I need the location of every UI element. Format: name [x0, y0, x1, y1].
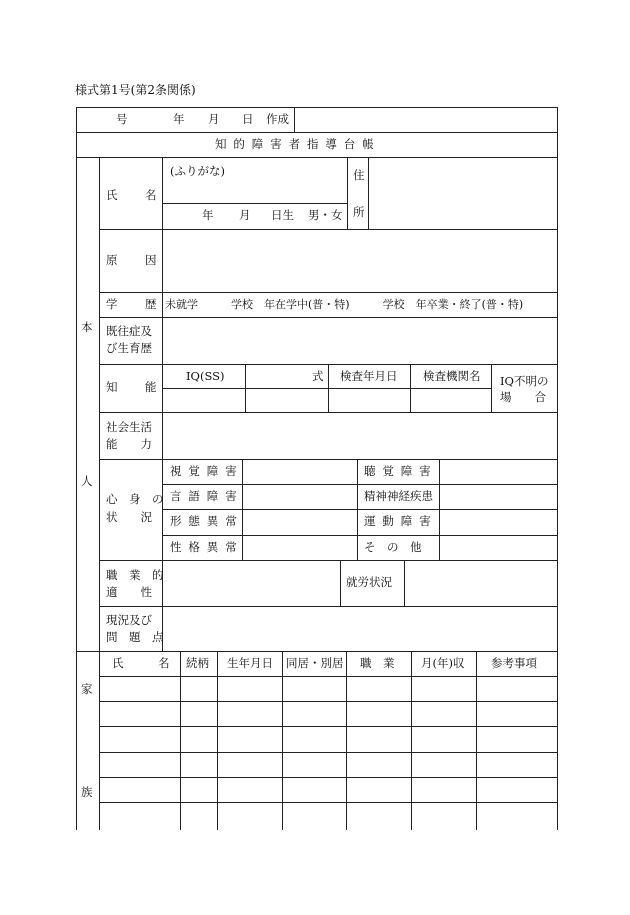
- iq-unknown-1: IQ不明の: [500, 374, 549, 388]
- rule: [99, 292, 557, 293]
- number-label: 号: [116, 112, 128, 126]
- cause-label-1: 原: [106, 253, 118, 267]
- rule: [476, 651, 477, 830]
- test-date-label: 検査年月日: [340, 369, 398, 383]
- mind-label-1: 心 身 の: [106, 492, 164, 506]
- section-honnin-bottom: 人: [81, 474, 93, 488]
- social-label-1: 社会生活: [106, 420, 152, 434]
- form-label: 様式第1号(第2条関係): [75, 83, 196, 97]
- iq-label: IQ(SS): [186, 369, 225, 383]
- condition-left-1: 視覚障害: [170, 464, 244, 478]
- rule: [99, 676, 557, 677]
- mind-label-2: 状 況: [106, 510, 152, 524]
- rule: [99, 412, 557, 413]
- rule: [411, 651, 412, 830]
- condition-left-2: 言語障害: [170, 489, 244, 503]
- rule: [347, 157, 348, 229]
- rule: [76, 132, 557, 133]
- condition-right-2: 精神神経疾患: [364, 489, 433, 503]
- education-line: 未就学 学校 年在学中(普・特) 学校 年卒業・終了(普・特): [165, 298, 524, 311]
- rule: [99, 752, 557, 753]
- rule: [368, 157, 369, 229]
- rule: [162, 484, 557, 485]
- rule: [162, 509, 557, 510]
- dob-born-label: 日生: [271, 208, 294, 222]
- day-label: 日: [242, 112, 254, 126]
- rule: [76, 107, 77, 830]
- family-col-living: 同居・別居: [286, 656, 344, 670]
- rule: [439, 459, 440, 560]
- employment-label: 就労状況: [346, 575, 392, 589]
- rule: [162, 535, 557, 536]
- rule: [491, 364, 492, 412]
- rule: [76, 651, 557, 652]
- intellect-label-1: 知: [106, 380, 118, 394]
- rule: [340, 560, 341, 606]
- history-label-2: び生育歴: [106, 341, 152, 355]
- test-org-label: 検査機関名: [423, 369, 481, 383]
- education-label-1: 学: [106, 297, 118, 311]
- address-label-1: 住: [353, 168, 365, 182]
- social-label-2: 能 力: [106, 437, 152, 451]
- furigana-label: (ふりがな): [170, 164, 225, 178]
- section-honnin-top: 本: [81, 320, 93, 334]
- rule: [410, 364, 411, 412]
- created-label: 作成: [266, 112, 289, 126]
- rule: [99, 777, 557, 778]
- rule: [162, 388, 491, 389]
- rule: [99, 701, 557, 702]
- education-label-2: 歴: [145, 297, 157, 311]
- rule: [162, 203, 347, 204]
- rule: [99, 229, 557, 230]
- year-label: 年: [173, 112, 185, 126]
- rule: [404, 560, 405, 606]
- family-col-dob: 生年月日: [227, 656, 273, 670]
- condition-right-4: そ の 他: [364, 540, 422, 554]
- family-col-income: 月(年)収: [421, 656, 465, 670]
- rule: [76, 157, 557, 158]
- family-col-notes: 参考事項: [491, 656, 537, 670]
- rule: [357, 459, 358, 560]
- rule: [99, 317, 557, 318]
- rule: [245, 364, 246, 412]
- section-family-bottom: 族: [81, 785, 93, 799]
- rule: [294, 107, 295, 132]
- intellect-label-2: 能: [145, 380, 157, 394]
- rule: [180, 651, 181, 830]
- rule: [217, 651, 218, 830]
- condition-right-3: 運動障害: [364, 514, 438, 528]
- family-col-relation: 続柄: [186, 656, 209, 670]
- rule: [99, 802, 557, 803]
- rule: [346, 651, 347, 830]
- dob-month-label: 月: [239, 208, 251, 222]
- name-label-2: 名: [145, 188, 157, 202]
- condition-left-4: 性格異常: [170, 540, 244, 554]
- rule: [99, 606, 557, 607]
- condition-left-3: 形態異常: [170, 514, 244, 528]
- condition-right-1: 聴覚障害: [364, 464, 438, 478]
- rule: [328, 364, 329, 412]
- vocation-label-1: 職 業 的: [106, 568, 164, 582]
- dob-year-label: 年: [202, 208, 214, 222]
- present-label-2: 問 題 点: [106, 630, 164, 644]
- rule: [557, 107, 558, 830]
- month-label: 月: [208, 112, 220, 126]
- rule: [99, 560, 557, 561]
- rule: [99, 459, 557, 460]
- section-family-top: 家: [81, 682, 93, 696]
- rule: [99, 726, 557, 727]
- vocation-label-2: 適 性: [106, 585, 152, 599]
- sex-options: 男・女: [308, 208, 343, 222]
- rule: [282, 651, 283, 830]
- rule: [76, 107, 557, 108]
- history-label-1: 既往症及: [106, 324, 152, 338]
- cause-label-2: 因: [145, 253, 157, 267]
- formula-label: 式: [312, 369, 324, 383]
- iq-unknown-2: 場 合: [500, 390, 546, 404]
- form-title: 知的障害者指導台帳: [215, 137, 381, 151]
- present-label-1: 現況及び: [106, 613, 152, 627]
- rule: [99, 157, 100, 830]
- name-label-1: 氏: [106, 188, 118, 202]
- address-label-2: 所: [353, 205, 365, 219]
- family-col-name: 氏 名: [112, 656, 170, 670]
- family-col-job: 職 業: [360, 656, 395, 670]
